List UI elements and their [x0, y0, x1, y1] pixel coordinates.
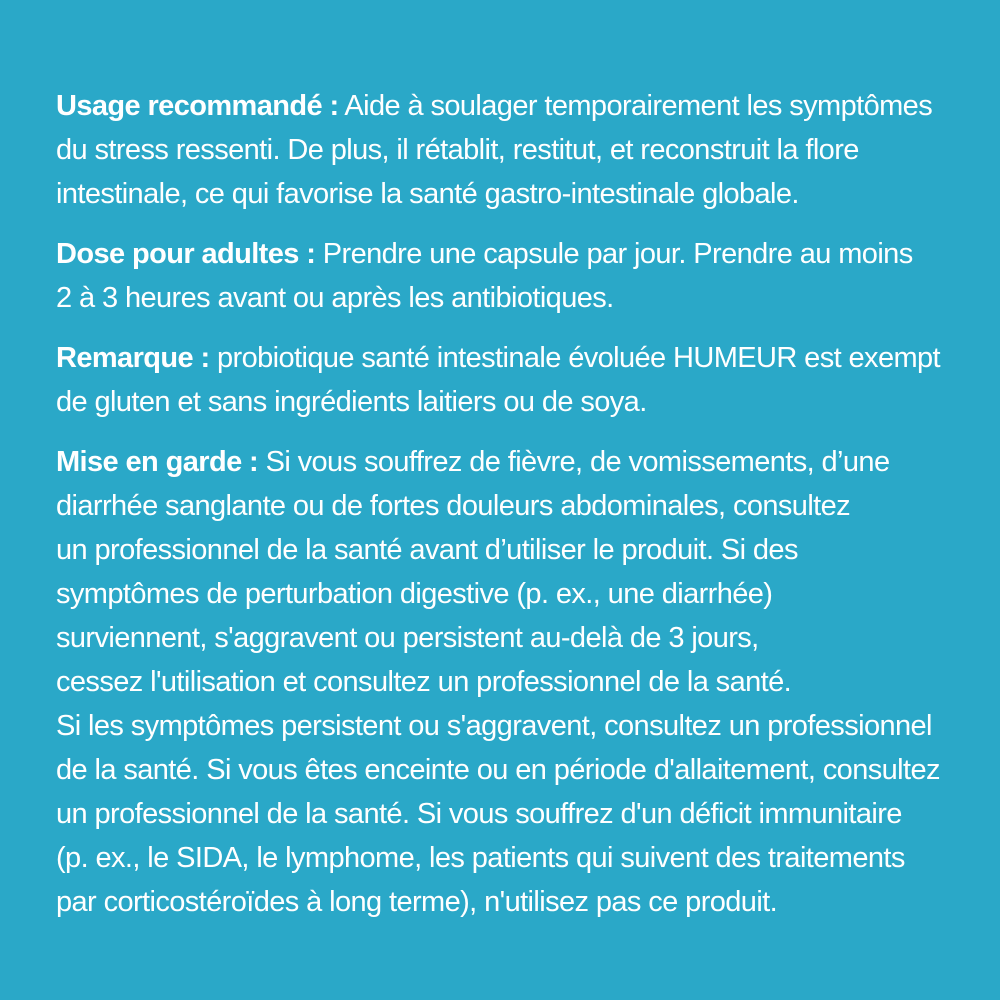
section-text: Aide à soulager temporairement les symptômes — [338, 90, 933, 122]
section-line: de la santé. Si vous êtes enceinte ou en période d'allaitement, consultez — [56, 754, 940, 786]
section-line: cessez l'utilisation et consultez un professionnel de la santé. — [56, 666, 792, 698]
section-line: intestinale, ce qui favorise la santé gastro-intestinale globale. — [56, 178, 799, 210]
label-text-block — [56, 84, 956, 940]
section-line: du stress ressenti. De plus, il rétablit, restitut, et reconstruit la flore — [56, 134, 859, 166]
section-line — [56, 336, 956, 380]
section-line — [56, 84, 956, 128]
section-line: symptômes de perturbation digestive (p. ex., une diarrhée) — [56, 578, 773, 610]
section-line: un professionnel de la santé avant d’utiliser le produit. Si des — [56, 534, 798, 566]
section-label: Dose pour adultes : — [56, 238, 316, 270]
section-label: Mise en garde : — [56, 446, 259, 478]
section-text: probiotique santé intestinale évoluée HUMEUR est exempt — [209, 342, 941, 374]
section-text: Prendre une capsule par jour. Prendre au moins — [315, 238, 913, 270]
section-line: surviennent, s'aggravent ou persistent au-delà de 3 jours, — [56, 622, 759, 654]
section-line — [56, 232, 956, 276]
section-line: diarrhée sanglante ou de fortes douleurs abdominales, consultez — [56, 490, 851, 522]
section-label: Remarque : — [56, 342, 210, 374]
section-label: Usage recommandé : — [56, 90, 339, 122]
section-dose — [56, 232, 956, 320]
section-line: (p. ex., le SIDA, le lymphome, les patients qui suivent des traitements — [56, 842, 905, 874]
section-remarque — [56, 336, 956, 424]
section-line: 2 à 3 heures avant ou après les antibiotiques. — [56, 282, 614, 314]
section-line: Si les symptômes persistent ou s'aggravent, consultez un professionnel — [56, 710, 932, 742]
section-line: un professionnel de la santé. Si vous souffrez d'un déficit immunitaire — [56, 798, 902, 830]
section-mise-en-garde — [56, 440, 956, 924]
section-line — [56, 440, 956, 484]
section-text: Si vous souffrez de fièvre, de vomissements, d’une — [258, 446, 890, 478]
section-usage — [56, 84, 956, 216]
section-line: de gluten et sans ingrédients laitiers ou de soya. — [56, 386, 647, 418]
section-line: par corticostéroïdes à long terme), n'utilisez pas ce produit. — [56, 886, 778, 918]
